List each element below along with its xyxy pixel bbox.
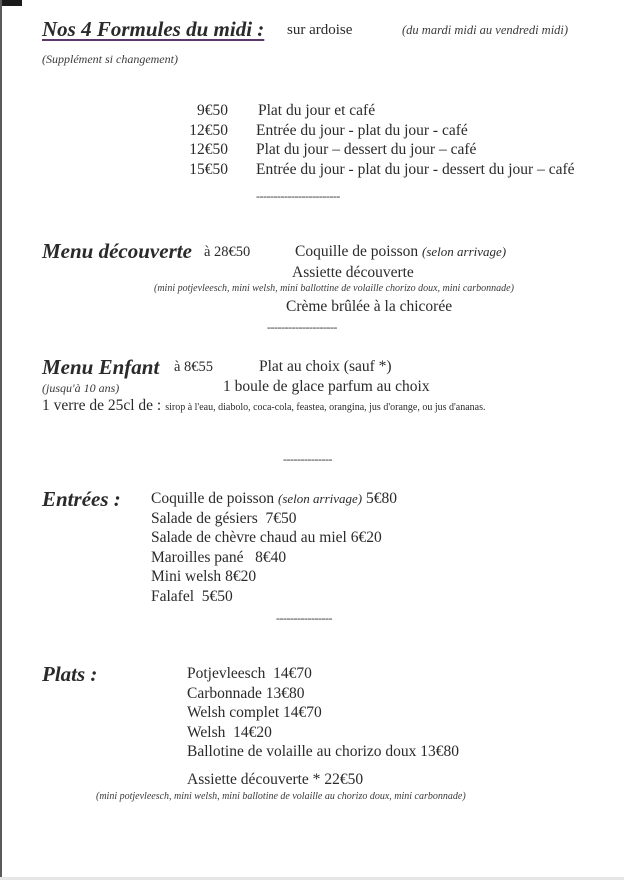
plat-price: 13€80 (265, 684, 305, 702)
plat-name: Potjevleesch (187, 665, 266, 682)
menu-enfant-age-note: (jusqu'à 10 ans) (42, 381, 120, 395)
formule-desc: Entrée du jour - plat du jour - dessert du jour – café (256, 160, 575, 178)
menu-decouverte-price: à 28€50 (204, 244, 251, 260)
entree-name: Mini welsh (151, 568, 222, 585)
formule-row (170, 160, 575, 180)
formules-supplement-note: (Supplément si changement) (42, 52, 178, 66)
menu-decouverte-course-1 (295, 243, 506, 261)
scan-corner-mark (0, 0, 22, 6)
menu-enfant-title: Menu Enfant (42, 355, 160, 379)
menu-enfant-course-2: 1 boule de glace parfum au choix (223, 378, 430, 395)
menu-decouverte-title: Menu découverte (42, 239, 192, 263)
menu-enfant-course-1: Plat au choix (sauf *) (259, 358, 392, 375)
course-note: (selon arrivage) (422, 244, 507, 259)
entree-row (151, 548, 397, 568)
formule-desc: Plat du jour et café (258, 102, 376, 119)
entree-row (151, 528, 397, 548)
formule-desc: Plat du jour – dessert du jour – café (256, 141, 477, 158)
plat-name: Assiette découverte * (187, 771, 321, 788)
plat-row (187, 742, 459, 762)
entrees-title: Entrées : (42, 487, 121, 511)
formules-title: Nos 4 Formules du midi : (42, 17, 265, 41)
entree-row (151, 509, 397, 529)
entree-name: Coquille de poisson (151, 490, 275, 507)
plat-price: 14€20 (233, 723, 272, 741)
plat-name: Ballotine de volaille au chorizo doux (187, 743, 417, 760)
entree-price: 7€50 (265, 509, 297, 527)
formules-days-note: (du mardi midi au vendredi midi) (402, 23, 569, 37)
entree-price: 6€20 (350, 529, 382, 546)
menu-decouverte-course-3: Crème brûlée à la chicorée (286, 298, 453, 315)
entree-price: 8€20 (225, 568, 257, 585)
menu-decouverte-course-2-detail: (mini potjevleesch, mini welsh, mini ballottine de volaille chorizo doux, mini carbonnade) (154, 283, 514, 294)
menu-decouverte-course-2: Assiette découverte (292, 264, 414, 281)
separator: -------------------- (267, 320, 337, 334)
formule-price: 15€50 (189, 160, 228, 178)
entree-price: 5€80 (366, 490, 398, 507)
entree-name: Maroilles pané (151, 548, 244, 566)
entrees-list (151, 489, 397, 606)
plat-row (187, 684, 459, 704)
plat-price: 13€80 (420, 743, 460, 760)
formule-price: 12€50 (189, 121, 228, 139)
plat-price: 22€50 (324, 771, 364, 788)
entree-row (151, 489, 397, 509)
plat-name: Carbonnade (187, 684, 262, 702)
formule-desc: Entrée du jour - plat du jour - café (256, 121, 468, 139)
entree-name: Falafel (151, 587, 195, 605)
drink-label: 1 verre de 25cl de : (42, 397, 162, 414)
formule-price: 12€50 (189, 141, 228, 158)
menu-enfant-price: à 8€55 (174, 359, 214, 375)
entree-price: 8€40 (255, 548, 287, 566)
plats-title: Plats : (42, 662, 98, 686)
plat-special (187, 771, 363, 789)
plat-row (187, 664, 459, 684)
formules-list (170, 101, 575, 179)
plats-list (187, 664, 459, 762)
separator: -------------- (283, 452, 332, 466)
plat-name: Welsh (187, 723, 226, 741)
plat-price: 14€70 (283, 704, 322, 721)
menu-enfant-drink (42, 397, 486, 415)
entree-name: Salade de gésiers (151, 509, 258, 527)
separator: ---------------- (276, 611, 332, 625)
plat-row (187, 723, 459, 743)
formules-subtitle: sur ardoise (287, 22, 353, 38)
plat-special-detail: (mini potjevleesch, mini welsh, mini ballotine de volaille au chorizo doux, mini carbonnade) (96, 791, 466, 802)
entree-row (151, 567, 397, 587)
entree-row (151, 587, 397, 607)
entree-name: Salade de chèvre chaud au miel (151, 529, 347, 546)
entree-price: 5€50 (201, 587, 233, 605)
formule-row (170, 101, 575, 121)
drink-options: sirop à l'eau, diabolo, coca-cola, feastea, orangina, jus d'orange, ou jus d'ananas. (165, 402, 486, 413)
formule-row (170, 121, 575, 141)
entree-note: (selon arrivage) (278, 491, 363, 506)
formule-row (170, 140, 575, 160)
course-name: Coquille de poisson (295, 243, 419, 260)
formule-price: 9€50 (197, 102, 228, 119)
plat-row (187, 703, 459, 723)
plat-price: 14€70 (273, 665, 312, 682)
plat-name: Welsh complet (187, 704, 280, 721)
separator: ------------------------ (256, 189, 340, 203)
page-left-edge (0, 0, 2, 880)
